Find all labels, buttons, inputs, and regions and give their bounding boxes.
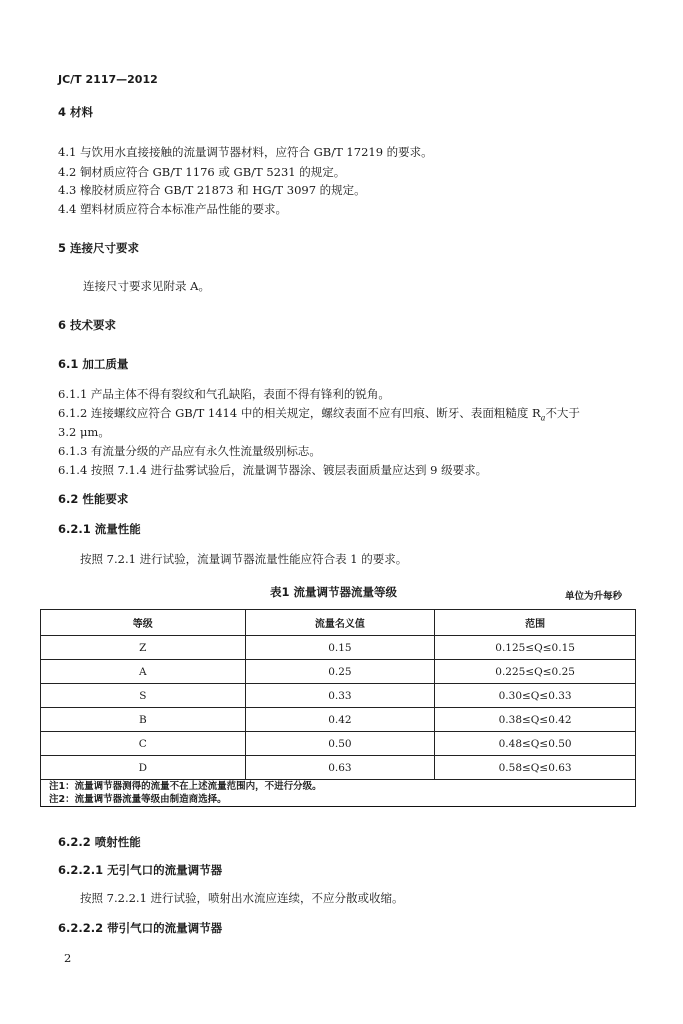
nominal-cell: 0.42 bbox=[245, 708, 435, 732]
table-caption: 表1 流量调节器流量等级 bbox=[270, 585, 398, 599]
flow-grade-table bbox=[40, 609, 636, 807]
clause-4-2: 4.2 铜材质应符合 GB/T 1176 或 GB/T 5231 的规定。 bbox=[58, 165, 346, 179]
section-6-2-2-1-body: 按照 7.2.2.1 进行试验，喷射出水流应连续，不应分散或收缩。 bbox=[80, 891, 404, 905]
section-6-heading: 6 技术要求 bbox=[58, 318, 117, 332]
section-6-2-2-heading: 6.2.2 喷射性能 bbox=[58, 835, 141, 849]
clause-6-1-3: 6.1.3 有流量分级的产品应有永久性流量级别标志。 bbox=[58, 444, 321, 458]
range-cell: 0.38≤Q≤0.42 bbox=[435, 708, 636, 732]
table-note-2: 注2：流量调节器流量等级由制造商选择。 bbox=[41, 793, 636, 807]
table-note-1: 注1：流量调节器测得的流量不在上述流量范围内，不进行分级。 bbox=[41, 780, 636, 794]
nominal-cell: 0.63 bbox=[245, 756, 435, 780]
page-number: 2 bbox=[64, 951, 72, 965]
section-6-2-heading: 6.2 性能要求 bbox=[58, 492, 129, 506]
section-6-2-2-1-heading: 6.2.2.1 无引气口的流量调节器 bbox=[58, 863, 223, 877]
nominal-cell: 0.50 bbox=[245, 732, 435, 756]
range-cell: 0.58≤Q≤0.63 bbox=[435, 756, 636, 780]
standard-code: JC/T 2117—2012 bbox=[58, 73, 158, 86]
header-grade: 等级 bbox=[41, 610, 246, 636]
table-row bbox=[41, 732, 636, 756]
clause-4-1: 4.1 与饮用水直接接触的流量调节器材料，应符合 GB/T 17219 的要求。 bbox=[58, 145, 433, 159]
table-note-row bbox=[41, 793, 636, 807]
clause-6-1-1: 6.1.1 产品主体不得有裂纹和气孔缺陷，表面不得有锋利的锐角。 bbox=[58, 387, 390, 401]
clause-6-1-2-text: 6.1.2 连接螺纹应符合 GB/T 1414 中的相关规定，螺纹表面不应有凹痕、断牙、表面粗糙度 R bbox=[58, 406, 541, 420]
section-4-heading: 4 材料 bbox=[58, 105, 94, 119]
clause-4-3: 4.3 橡胶材质应符合 GB/T 21873 和 HG/T 3097 的规定。 bbox=[58, 183, 366, 197]
grade-cell: A bbox=[41, 660, 246, 684]
clause-6-1-2-tail: 不大于 bbox=[545, 406, 580, 420]
section-6-2-2-2-heading: 6.2.2.2 带引气口的流量调节器 bbox=[58, 921, 223, 935]
range-cell: 0.225≤Q≤0.25 bbox=[435, 660, 636, 684]
nominal-cell: 0.25 bbox=[245, 660, 435, 684]
section-5-heading: 5 连接尺寸要求 bbox=[58, 241, 140, 255]
clause-6-1-4: 6.1.4 按照 7.1.4 进行盐雾试验后，流量调节器涂、镀层表面质量应达到 9 级要求。 bbox=[58, 463, 488, 477]
range-cell: 0.48≤Q≤0.50 bbox=[435, 732, 636, 756]
section-5-body: 连接尺寸要求见附录 A。 bbox=[83, 279, 210, 293]
table-row bbox=[41, 636, 636, 660]
header-range: 范围 bbox=[435, 610, 636, 636]
table-row bbox=[41, 708, 636, 732]
table-row bbox=[41, 756, 636, 780]
table-note-row bbox=[41, 780, 636, 794]
range-cell: 0.30≤Q≤0.33 bbox=[435, 684, 636, 708]
grade-cell: Z bbox=[41, 636, 246, 660]
clause-6-1-2 bbox=[58, 406, 580, 425]
section-6-2-1-body: 按照 7.2.1 进行试验，流量调节器流量性能应符合表 1 的要求。 bbox=[80, 552, 408, 566]
grade-cell: C bbox=[41, 732, 246, 756]
nominal-cell: 0.15 bbox=[245, 636, 435, 660]
header-nominal-flow: 流量名义值 bbox=[245, 610, 435, 636]
table-unit: 单位为升每秒 bbox=[565, 591, 623, 602]
clause-6-1-2-cont: 3.2 μm。 bbox=[58, 425, 110, 439]
clause-4-4: 4.4 塑料材质应符合本标准产品性能的要求。 bbox=[58, 202, 287, 216]
table-row bbox=[41, 660, 636, 684]
section-6-1-heading: 6.1 加工质量 bbox=[58, 357, 129, 371]
range-cell: 0.125≤Q≤0.15 bbox=[435, 636, 636, 660]
table-header-row bbox=[41, 610, 636, 636]
roughness-subscript: a bbox=[540, 413, 546, 423]
table-row bbox=[41, 684, 636, 708]
grade-cell: B bbox=[41, 708, 246, 732]
section-6-2-1-heading: 6.2.1 流量性能 bbox=[58, 522, 141, 536]
grade-cell: S bbox=[41, 684, 246, 708]
nominal-cell: 0.33 bbox=[245, 684, 435, 708]
grade-cell: D bbox=[41, 756, 246, 780]
